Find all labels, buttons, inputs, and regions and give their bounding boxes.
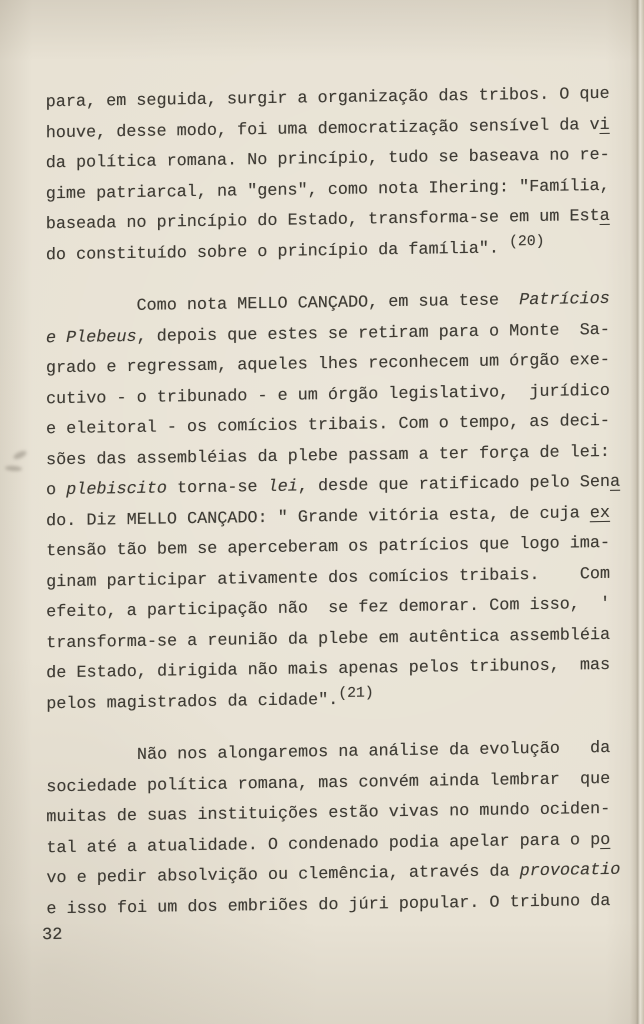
hyphenation-underline: a bbox=[599, 206, 610, 227]
text-segment: , desde que ratificado pelo Sen bbox=[297, 472, 610, 497]
hyphenation-underline: i bbox=[599, 115, 610, 135]
italic-term: lei bbox=[267, 477, 298, 497]
page-edge-shadow bbox=[630, 0, 644, 1024]
text-segment: baseada no princípio do Estado, transforma-se em um Est bbox=[45, 207, 600, 235]
text-segment: ginam participar ativamente dos comícios tribais. Com bbox=[46, 564, 610, 592]
italic-term: provocatio bbox=[519, 860, 621, 882]
italic-term: plebiscito bbox=[66, 479, 167, 500]
text-segment: sões das assembléias da plebe passam a ter força de lei: bbox=[45, 442, 610, 470]
pencil-smudge bbox=[5, 465, 22, 471]
italic-term: e Plebeus bbox=[45, 327, 137, 348]
text-segment: tal até a atualidade. O condenado podia apelar para o p bbox=[46, 830, 601, 858]
paragraph bbox=[46, 80, 621, 272]
hyphenation-underline: o bbox=[600, 830, 611, 850]
text-segment: efeito, a participação não se fez demorar. Com isso, ' bbox=[46, 594, 611, 623]
hyphenation-underline: ex bbox=[589, 503, 610, 523]
text-segment: Não nos alongaremos na análise da evolução da bbox=[46, 738, 611, 767]
hyphenation-underline: a bbox=[609, 472, 621, 492]
text-segment: e isso foi um dos embriões do júri popular. O tribuno da bbox=[46, 891, 611, 919]
text-segment: houve, desse modo, foi uma democratização sensível da v bbox=[45, 115, 600, 143]
pencil-smudge bbox=[12, 449, 27, 460]
text-segment: sociedade política romana, mas convém ainda lembrar que bbox=[46, 769, 611, 797]
text-segment: gime patriarcal, na "gens", como nota Ihering: "Família, bbox=[45, 176, 610, 204]
text-segment: de Estado, dirigida não mais apenas pelos tribunos, mas bbox=[46, 655, 611, 684]
text-segment: do. Diz MELLO CANÇADO: " Grande vitória esta, de cuja bbox=[46, 503, 590, 531]
paragraph bbox=[46, 285, 621, 721]
text-segment: Como nota MELLO CANÇADO, em sua tese bbox=[45, 291, 520, 318]
text-segment: muitas de suas instituições estão vivas no mundo ociden- bbox=[46, 799, 611, 828]
text-segment: para, em seguida, surgir a organização das tribos. O que bbox=[45, 84, 610, 113]
text-segment: do constituído sobre o princípio da família". bbox=[45, 238, 510, 265]
text-segment: e eleitoral - os comícios tribais. Com o tempo, as deci- bbox=[45, 411, 610, 440]
text-segment: tensão tão bem se aperceberam os patrícios que logo ima- bbox=[46, 533, 610, 562]
text-segment: grado e regressam, aqueles lhes reconhecem um órgão exe- bbox=[45, 350, 610, 379]
text-segment: vo e pedir absolvição ou clemência, através da bbox=[46, 862, 520, 889]
text-segment: , depois que estes se retiram para o Monte Sa- bbox=[136, 320, 610, 347]
paragraph bbox=[46, 734, 621, 926]
text-segment: cutivo - o tribunado - e um órgão legislativo, jurídico bbox=[45, 381, 610, 409]
footnote-reference: (20) bbox=[508, 234, 545, 251]
text-segment: transforma-se a reunião da plebe em autêntica assembléia bbox=[46, 625, 611, 653]
text-segment: o bbox=[46, 480, 67, 501]
document-text-block bbox=[46, 80, 622, 926]
text-segment: torna-se bbox=[166, 477, 268, 499]
footnote-reference: (21) bbox=[338, 685, 374, 703]
text-segment: pelos magistrados da cidade". bbox=[46, 690, 339, 714]
page-number: 32 bbox=[41, 925, 63, 946]
italic-term: Patrícios bbox=[519, 289, 610, 311]
text-segment: da política romana. No princípio, tudo se baseava no re- bbox=[45, 145, 610, 174]
